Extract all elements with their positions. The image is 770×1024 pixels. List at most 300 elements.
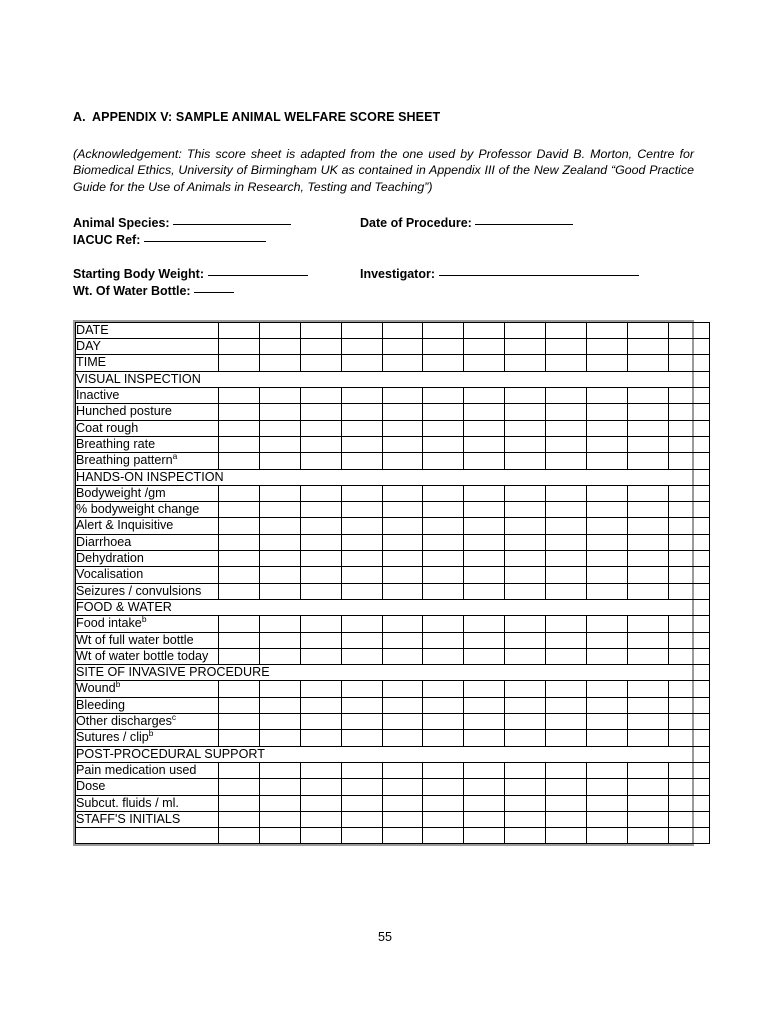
table-entry-cell[interactable] <box>219 583 260 599</box>
table-entry-cell[interactable] <box>341 567 382 583</box>
table-entry-cell[interactable] <box>341 632 382 648</box>
table-entry-cell[interactable] <box>423 567 464 583</box>
table-entry-cell[interactable] <box>627 436 668 452</box>
table-entry-cell[interactable] <box>668 404 709 420</box>
table-entry-cell[interactable] <box>423 518 464 534</box>
table-entry-cell[interactable] <box>382 648 423 664</box>
animal-species-input[interactable] <box>173 214 291 225</box>
table-entry-cell[interactable] <box>546 404 587 420</box>
table-entry-cell[interactable] <box>259 502 300 518</box>
table-entry-cell[interactable] <box>668 420 709 436</box>
table-entry-cell[interactable] <box>382 681 423 697</box>
table-entry-cell[interactable] <box>382 404 423 420</box>
table-entry-cell[interactable] <box>505 485 546 501</box>
table-entry-cell[interactable] <box>668 339 709 355</box>
table-entry-cell[interactable] <box>627 697 668 713</box>
table-entry-cell[interactable] <box>505 648 546 664</box>
table-entry-cell[interactable] <box>668 388 709 404</box>
starting-body-weight-input[interactable] <box>208 265 308 276</box>
table-entry-cell[interactable] <box>505 339 546 355</box>
table-entry-cell[interactable] <box>546 355 587 371</box>
table-entry-cell[interactable] <box>505 404 546 420</box>
table-entry-cell[interactable] <box>259 697 300 713</box>
investigator-input[interactable] <box>439 265 639 276</box>
table-entry-cell[interactable] <box>300 681 341 697</box>
table-entry-cell[interactable] <box>259 322 300 338</box>
table-entry-cell[interactable] <box>464 648 505 664</box>
table-entry-cell[interactable] <box>505 616 546 632</box>
table-entry-cell[interactable] <box>587 485 628 501</box>
table-entry-cell[interactable] <box>341 795 382 811</box>
table-entry-cell[interactable] <box>382 339 423 355</box>
table-entry-cell[interactable] <box>505 420 546 436</box>
table-entry-cell[interactable] <box>382 583 423 599</box>
table-entry-cell[interactable] <box>546 828 587 844</box>
table-entry-cell[interactable] <box>464 502 505 518</box>
table-entry-cell[interactable] <box>341 730 382 746</box>
table-entry-cell[interactable] <box>259 518 300 534</box>
table-entry-cell[interactable] <box>423 714 464 730</box>
table-entry-cell[interactable] <box>300 453 341 469</box>
table-entry-cell[interactable] <box>219 518 260 534</box>
table-entry-cell[interactable] <box>219 648 260 664</box>
table-entry-cell[interactable] <box>382 714 423 730</box>
table-entry-cell[interactable] <box>668 811 709 827</box>
table-entry-cell[interactable] <box>464 388 505 404</box>
table-entry-cell[interactable] <box>423 648 464 664</box>
table-entry-cell[interactable] <box>259 583 300 599</box>
table-entry-cell[interactable] <box>259 811 300 827</box>
table-entry-cell[interactable] <box>627 828 668 844</box>
table-entry-cell[interactable] <box>627 339 668 355</box>
table-entry-cell[interactable] <box>546 632 587 648</box>
table-entry-cell[interactable] <box>382 779 423 795</box>
table-entry-cell[interactable] <box>219 567 260 583</box>
table-entry-cell[interactable] <box>464 355 505 371</box>
table-entry-cell[interactable] <box>382 795 423 811</box>
table-entry-cell[interactable] <box>505 534 546 550</box>
table-entry-cell[interactable] <box>341 420 382 436</box>
table-entry-cell[interactable] <box>587 730 628 746</box>
table-entry-cell[interactable] <box>423 632 464 648</box>
table-entry-cell[interactable] <box>546 485 587 501</box>
table-entry-cell[interactable] <box>546 436 587 452</box>
table-entry-cell[interactable] <box>587 404 628 420</box>
table-entry-cell[interactable] <box>546 795 587 811</box>
table-entry-cell[interactable] <box>627 616 668 632</box>
table-entry-cell[interactable] <box>300 811 341 827</box>
date-of-procedure-input[interactable] <box>475 214 573 225</box>
table-entry-cell[interactable] <box>505 355 546 371</box>
table-entry-cell[interactable] <box>627 811 668 827</box>
table-entry-cell[interactable] <box>341 485 382 501</box>
table-entry-cell[interactable] <box>505 436 546 452</box>
table-entry-cell[interactable] <box>546 322 587 338</box>
table-entry-cell[interactable] <box>546 648 587 664</box>
table-entry-cell[interactable] <box>423 551 464 567</box>
table-entry-cell[interactable] <box>219 534 260 550</box>
table-entry-cell[interactable] <box>668 518 709 534</box>
table-entry-cell[interactable] <box>668 762 709 778</box>
table-entry-cell[interactable] <box>300 436 341 452</box>
table-entry-cell[interactable] <box>464 322 505 338</box>
table-entry-cell[interactable] <box>259 388 300 404</box>
table-entry-cell[interactable] <box>300 567 341 583</box>
table-entry-cell[interactable] <box>627 551 668 567</box>
table-entry-cell[interactable] <box>219 436 260 452</box>
table-entry-cell[interactable] <box>546 567 587 583</box>
table-entry-cell[interactable] <box>587 697 628 713</box>
table-entry-cell[interactable] <box>341 697 382 713</box>
table-entry-cell[interactable] <box>259 339 300 355</box>
table-entry-cell[interactable] <box>341 534 382 550</box>
table-entry-cell[interactable] <box>464 518 505 534</box>
table-entry-cell[interactable] <box>505 828 546 844</box>
table-entry-cell[interactable] <box>219 779 260 795</box>
table-entry-cell[interactable] <box>341 436 382 452</box>
table-entry-cell[interactable] <box>464 730 505 746</box>
table-entry-cell[interactable] <box>382 485 423 501</box>
table-entry-cell[interactable] <box>382 534 423 550</box>
table-entry-cell[interactable] <box>423 436 464 452</box>
table-entry-cell[interactable] <box>587 551 628 567</box>
table-entry-cell[interactable] <box>259 534 300 550</box>
table-entry-cell[interactable] <box>546 420 587 436</box>
table-entry-cell[interactable] <box>587 534 628 550</box>
table-entry-cell[interactable] <box>300 583 341 599</box>
table-entry-cell[interactable] <box>300 551 341 567</box>
table-entry-cell[interactable] <box>546 762 587 778</box>
table-entry-cell[interactable] <box>505 681 546 697</box>
table-entry-cell[interactable] <box>505 697 546 713</box>
table-entry-cell[interactable] <box>423 404 464 420</box>
wt-of-water-bottle-field[interactable] <box>73 282 360 300</box>
table-entry-cell[interactable] <box>341 339 382 355</box>
table-entry-cell[interactable] <box>300 762 341 778</box>
table-entry-cell[interactable] <box>423 453 464 469</box>
table-entry-cell[interactable] <box>627 388 668 404</box>
table-entry-cell[interactable] <box>341 779 382 795</box>
wt-of-water-bottle-input[interactable] <box>194 282 234 293</box>
table-entry-cell[interactable] <box>382 828 423 844</box>
table-entry-cell[interactable] <box>259 795 300 811</box>
table-entry-cell[interactable] <box>464 436 505 452</box>
table-entry-cell[interactable] <box>423 762 464 778</box>
table-entry-cell[interactable] <box>505 714 546 730</box>
table-entry-cell[interactable] <box>464 534 505 550</box>
table-entry-cell[interactable] <box>300 404 341 420</box>
table-entry-cell[interactable] <box>341 648 382 664</box>
table-entry-cell[interactable] <box>505 388 546 404</box>
table-entry-cell[interactable] <box>668 567 709 583</box>
table-entry-cell[interactable] <box>219 322 260 338</box>
table-entry-cell[interactable] <box>259 436 300 452</box>
investigator-field[interactable] <box>360 265 694 283</box>
table-entry-cell[interactable] <box>587 355 628 371</box>
table-entry-cell[interactable] <box>219 453 260 469</box>
table-entry-cell[interactable] <box>423 828 464 844</box>
table-entry-cell[interactable] <box>423 681 464 697</box>
table-entry-cell[interactable] <box>668 534 709 550</box>
table-entry-cell[interactable] <box>464 795 505 811</box>
table-entry-cell[interactable] <box>668 616 709 632</box>
table-entry-cell[interactable] <box>382 697 423 713</box>
table-entry-cell[interactable] <box>300 534 341 550</box>
table-entry-cell[interactable] <box>668 355 709 371</box>
table-entry-cell[interactable] <box>464 632 505 648</box>
table-entry-cell[interactable] <box>382 616 423 632</box>
table-entry-cell[interactable] <box>587 502 628 518</box>
table-entry-cell[interactable] <box>341 616 382 632</box>
table-entry-cell[interactable] <box>382 322 423 338</box>
table-entry-cell[interactable] <box>668 322 709 338</box>
table-entry-cell[interactable] <box>341 811 382 827</box>
table-entry-cell[interactable] <box>587 388 628 404</box>
table-entry-cell[interactable] <box>627 567 668 583</box>
table-entry-cell[interactable] <box>505 567 546 583</box>
table-entry-cell[interactable] <box>627 355 668 371</box>
table-entry-cell[interactable] <box>382 388 423 404</box>
table-entry-cell[interactable] <box>300 355 341 371</box>
table-entry-cell[interactable] <box>341 828 382 844</box>
table-entry-cell[interactable] <box>464 551 505 567</box>
table-entry-cell[interactable] <box>259 828 300 844</box>
table-entry-cell[interactable] <box>382 567 423 583</box>
table-entry-cell[interactable] <box>219 404 260 420</box>
table-entry-cell[interactable] <box>300 714 341 730</box>
table-entry-cell[interactable] <box>587 681 628 697</box>
table-entry-cell[interactable] <box>627 681 668 697</box>
table-entry-cell[interactable] <box>219 502 260 518</box>
iacuc-ref-input[interactable] <box>144 231 266 242</box>
table-entry-cell[interactable] <box>505 583 546 599</box>
table-entry-cell[interactable] <box>587 339 628 355</box>
table-entry-cell[interactable] <box>464 779 505 795</box>
table-entry-cell[interactable] <box>505 730 546 746</box>
table-entry-cell[interactable] <box>464 681 505 697</box>
table-entry-cell[interactable] <box>300 779 341 795</box>
table-entry-cell[interactable] <box>259 355 300 371</box>
table-entry-cell[interactable] <box>219 795 260 811</box>
table-entry-cell[interactable] <box>505 518 546 534</box>
animal-species-field[interactable] <box>73 214 360 232</box>
table-entry-cell[interactable] <box>627 518 668 534</box>
table-entry-cell[interactable] <box>341 551 382 567</box>
table-entry-cell[interactable] <box>587 811 628 827</box>
table-entry-cell[interactable] <box>341 502 382 518</box>
table-entry-cell[interactable] <box>587 436 628 452</box>
table-entry-cell[interactable] <box>341 762 382 778</box>
table-entry-cell[interactable] <box>627 583 668 599</box>
table-entry-cell[interactable] <box>546 518 587 534</box>
table-entry-cell[interactable] <box>300 322 341 338</box>
table-entry-cell[interactable] <box>259 762 300 778</box>
table-entry-cell[interactable] <box>219 551 260 567</box>
table-entry-cell[interactable] <box>259 453 300 469</box>
table-entry-cell[interactable] <box>341 583 382 599</box>
table-entry-cell[interactable] <box>219 730 260 746</box>
table-entry-cell[interactable] <box>300 388 341 404</box>
table-entry-cell[interactable] <box>587 518 628 534</box>
table-entry-cell[interactable] <box>219 811 260 827</box>
table-entry-cell[interactable] <box>627 714 668 730</box>
table-entry-cell[interactable] <box>627 420 668 436</box>
table-entry-cell[interactable] <box>219 616 260 632</box>
table-entry-cell[interactable] <box>627 534 668 550</box>
table-entry-cell[interactable] <box>259 404 300 420</box>
table-entry-cell[interactable] <box>300 485 341 501</box>
table-entry-cell[interactable] <box>627 648 668 664</box>
table-entry-cell[interactable] <box>587 795 628 811</box>
table-entry-cell[interactable] <box>464 339 505 355</box>
table-entry-cell[interactable] <box>587 648 628 664</box>
table-entry-cell[interactable] <box>259 730 300 746</box>
table-entry-cell[interactable] <box>627 485 668 501</box>
table-entry-cell[interactable] <box>300 730 341 746</box>
table-entry-cell[interactable] <box>587 420 628 436</box>
table-entry-cell[interactable] <box>546 453 587 469</box>
table-entry-cell[interactable] <box>464 420 505 436</box>
table-entry-cell[interactable] <box>259 648 300 664</box>
table-entry-cell[interactable] <box>464 567 505 583</box>
table-entry-cell[interactable] <box>505 453 546 469</box>
table-entry-cell[interactable] <box>546 616 587 632</box>
table-entry-cell[interactable] <box>423 795 464 811</box>
table-entry-cell[interactable] <box>219 388 260 404</box>
table-entry-cell[interactable] <box>423 583 464 599</box>
table-entry-cell[interactable] <box>259 485 300 501</box>
table-entry-cell[interactable] <box>341 404 382 420</box>
table-entry-cell[interactable] <box>300 648 341 664</box>
table-entry-cell[interactable] <box>587 828 628 844</box>
table-entry-cell[interactable] <box>668 697 709 713</box>
table-entry-cell[interactable] <box>219 485 260 501</box>
table-entry-cell[interactable] <box>300 697 341 713</box>
table-entry-cell[interactable] <box>300 518 341 534</box>
table-entry-cell[interactable] <box>546 502 587 518</box>
table-entry-cell[interactable] <box>668 453 709 469</box>
table-entry-cell[interactable] <box>505 502 546 518</box>
table-entry-cell[interactable] <box>627 453 668 469</box>
table-entry-cell[interactable] <box>587 632 628 648</box>
table-entry-cell[interactable] <box>668 583 709 599</box>
table-entry-cell[interactable] <box>259 714 300 730</box>
table-entry-cell[interactable] <box>259 551 300 567</box>
table-entry-cell[interactable] <box>464 583 505 599</box>
table-entry-cell[interactable] <box>341 388 382 404</box>
table-entry-cell[interactable] <box>464 714 505 730</box>
table-entry-cell[interactable] <box>587 714 628 730</box>
table-entry-cell[interactable] <box>668 648 709 664</box>
table-entry-cell[interactable] <box>382 436 423 452</box>
table-entry-cell[interactable] <box>587 453 628 469</box>
table-entry-cell[interactable] <box>382 811 423 827</box>
table-entry-cell[interactable] <box>668 730 709 746</box>
table-entry-cell[interactable] <box>464 828 505 844</box>
table-entry-cell[interactable] <box>423 420 464 436</box>
table-entry-cell[interactable] <box>341 453 382 469</box>
table-entry-cell[interactable] <box>423 616 464 632</box>
table-entry-cell[interactable] <box>627 632 668 648</box>
table-entry-cell[interactable] <box>587 779 628 795</box>
table-entry-cell[interactable] <box>587 762 628 778</box>
table-entry-cell[interactable] <box>300 502 341 518</box>
table-entry-cell[interactable] <box>587 616 628 632</box>
table-entry-cell[interactable] <box>300 339 341 355</box>
table-entry-cell[interactable] <box>546 811 587 827</box>
table-entry-cell[interactable] <box>423 485 464 501</box>
table-entry-cell[interactable] <box>587 583 628 599</box>
table-entry-cell[interactable] <box>219 697 260 713</box>
table-entry-cell[interactable] <box>423 811 464 827</box>
table-entry-cell[interactable] <box>219 355 260 371</box>
table-entry-cell[interactable] <box>219 762 260 778</box>
table-entry-cell[interactable] <box>341 322 382 338</box>
table-entry-cell[interactable] <box>300 632 341 648</box>
table-entry-cell[interactable] <box>546 534 587 550</box>
table-entry-cell[interactable] <box>546 697 587 713</box>
table-entry-cell[interactable] <box>505 795 546 811</box>
table-entry-cell[interactable] <box>423 388 464 404</box>
table-entry-cell[interactable] <box>423 730 464 746</box>
table-entry-cell[interactable] <box>259 567 300 583</box>
table-entry-cell[interactable] <box>382 355 423 371</box>
table-entry-cell[interactable] <box>423 534 464 550</box>
table-entry-cell[interactable] <box>505 779 546 795</box>
table-entry-cell[interactable] <box>423 779 464 795</box>
table-entry-cell[interactable] <box>627 762 668 778</box>
table-entry-cell[interactable] <box>423 355 464 371</box>
table-entry-cell[interactable] <box>668 551 709 567</box>
table-entry-cell[interactable] <box>464 485 505 501</box>
iacuc-ref-field[interactable] <box>73 231 360 249</box>
table-entry-cell[interactable] <box>382 730 423 746</box>
table-entry-cell[interactable] <box>219 632 260 648</box>
table-entry-cell[interactable] <box>382 551 423 567</box>
table-entry-cell[interactable] <box>668 714 709 730</box>
table-entry-cell[interactable] <box>505 632 546 648</box>
table-entry-cell[interactable] <box>382 762 423 778</box>
table-entry-cell[interactable] <box>546 551 587 567</box>
table-entry-cell[interactable] <box>259 616 300 632</box>
table-entry-cell[interactable] <box>627 322 668 338</box>
table-entry-cell[interactable] <box>587 567 628 583</box>
table-entry-cell[interactable] <box>668 828 709 844</box>
table-entry-cell[interactable] <box>300 420 341 436</box>
table-entry-cell[interactable] <box>627 779 668 795</box>
table-entry-cell[interactable] <box>259 779 300 795</box>
table-entry-cell[interactable] <box>341 714 382 730</box>
table-entry-cell[interactable] <box>423 697 464 713</box>
table-entry-cell[interactable] <box>259 420 300 436</box>
table-entry-cell[interactable] <box>300 616 341 632</box>
table-entry-cell[interactable] <box>219 339 260 355</box>
table-entry-cell[interactable] <box>668 632 709 648</box>
table-entry-cell[interactable] <box>423 502 464 518</box>
table-entry-cell[interactable] <box>464 762 505 778</box>
table-entry-cell[interactable] <box>505 322 546 338</box>
table-entry-cell[interactable] <box>546 339 587 355</box>
table-entry-cell[interactable] <box>546 779 587 795</box>
table-entry-cell[interactable] <box>668 795 709 811</box>
table-entry-cell[interactable] <box>546 583 587 599</box>
table-entry-cell[interactable] <box>505 551 546 567</box>
date-of-procedure-field[interactable] <box>360 214 694 232</box>
table-entry-cell[interactable] <box>668 681 709 697</box>
table-entry-cell[interactable] <box>668 436 709 452</box>
table-entry-cell[interactable] <box>219 420 260 436</box>
table-entry-cell[interactable] <box>382 502 423 518</box>
